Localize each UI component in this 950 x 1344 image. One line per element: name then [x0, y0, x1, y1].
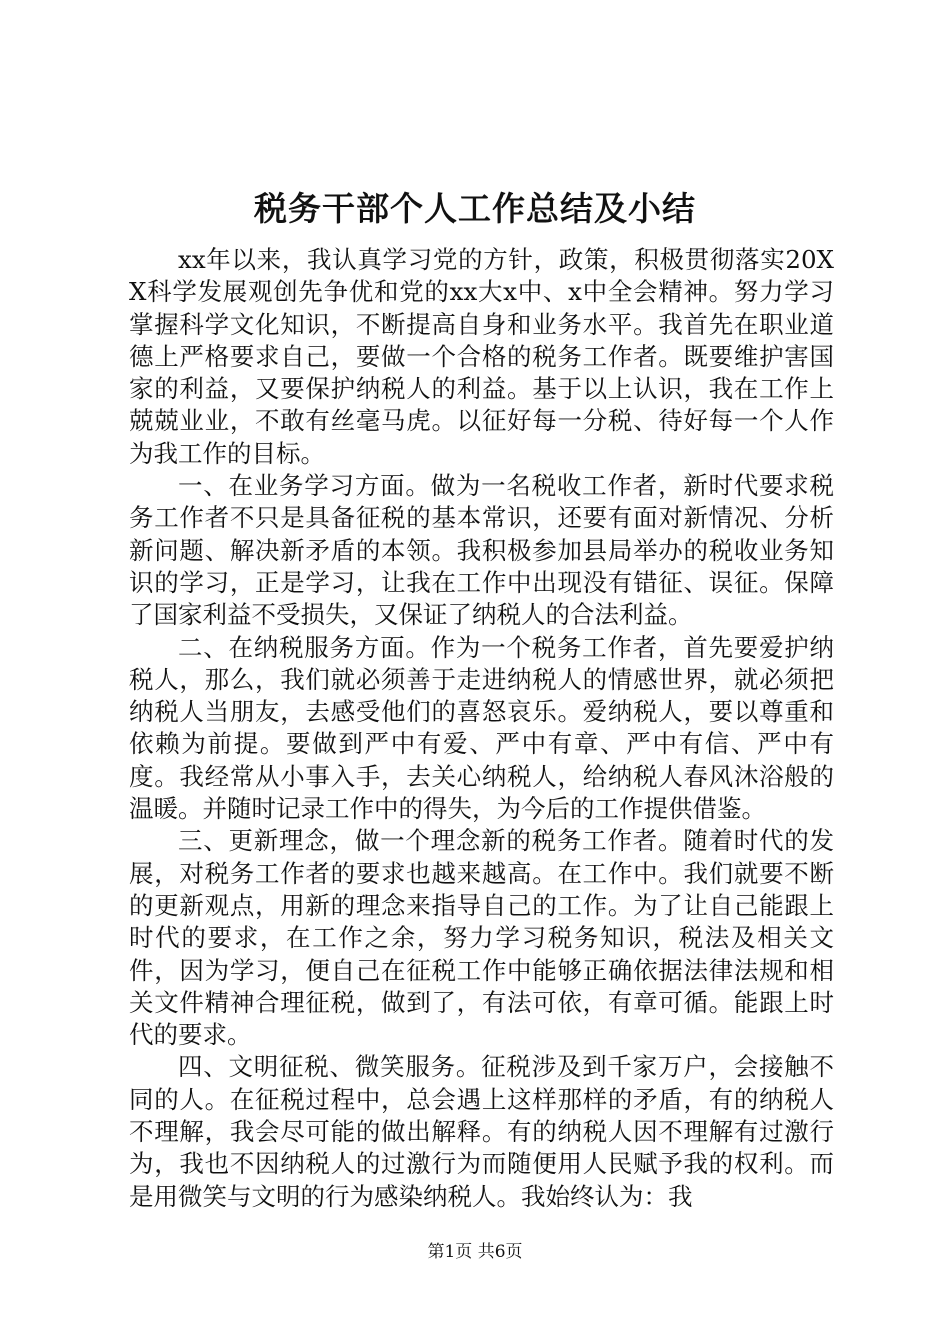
- paragraph-tax-service: 二、在纳税服务方面。作为一个税务工作者，首先要爱护纳税人，那么，我们就必须善于走进纳税人的情感世界，就必须把纳税人当朋友，去感受他们的喜怒哀乐。爱纳税人，要以尊重和依赖为前提。要做到严中有爱、严中有章、严中有信、严中有度。我经常从小事入手，去关心纳税人，给纳税人春风沐浴般的温暖。并随时记录工作中的得失，为今后的工作提供借鉴。: [129, 632, 834, 824]
- document-title: 税务干部个人工作总结及小结: [254, 189, 696, 228]
- paragraph-intro: xx年以来，我认真学习党的方针，政策，积极贯彻落实20XX科学发展观创先争优和党的xx大x中、x中全会精神。努力学习掌握科学文化知识，不断提高自身和业务水平。我首先在职业道德上严格要求自己，要做一个合格的税务工作者。既要维护害国家的利益，又要保护纳税人的利益。基于以上认识，我在工作上兢兢业业，不敢有丝毫马虎。以征好每一分税、待好每一个人作为我工作的目标。: [129, 245, 834, 468]
- paragraph-business-study: 一、在业务学习方面。做为一名税收工作者，新时代要求税务工作者不只是具备征税的基本常识，还要有面对新情况、分析新问题、解决新矛盾的本领。我积极参加县局举办的税收业务知识的学习，正是学习，让我在工作中出现没有错征、误征。保障了国家利益不受损失，又保证了纳税人的合法利益。: [129, 471, 834, 630]
- page-number-footer: 第1页 共6页: [427, 1242, 523, 1262]
- paragraph-update-concept: 三、更新理念，做一个理念新的税务工作者。随着时代的发展，对税务工作者的要求也越来越高。在工作中。我们就要不断的更新观点，用新的理念来指导自己的工作。为了让自己能跟上时代的要求，在工作之余，努力学习税务知识，税法及相关文件，因为学习，便自己在征税工作中能够正确依据法律法规和相关文件精神合理征税，做到了，有法可依，有章可循。能跟上时代的要求。: [129, 826, 834, 1050]
- document-body: [129, 244, 834, 1213]
- paragraph-civil-service: 四、文明征税、微笑服务。征税涉及到千家万户，会接触不同的人。在征税过程中，总会遇上这样那样的矛盾，有的纳税人不理解，我会尽可能的做出解释。有的纳税人因不理解有过激行为，我也不因纳税人的过激行为而随便用人民赋予我的权利。而是用微笑与文明的行为感染纳税人。我始终认为：我: [129, 1052, 834, 1211]
